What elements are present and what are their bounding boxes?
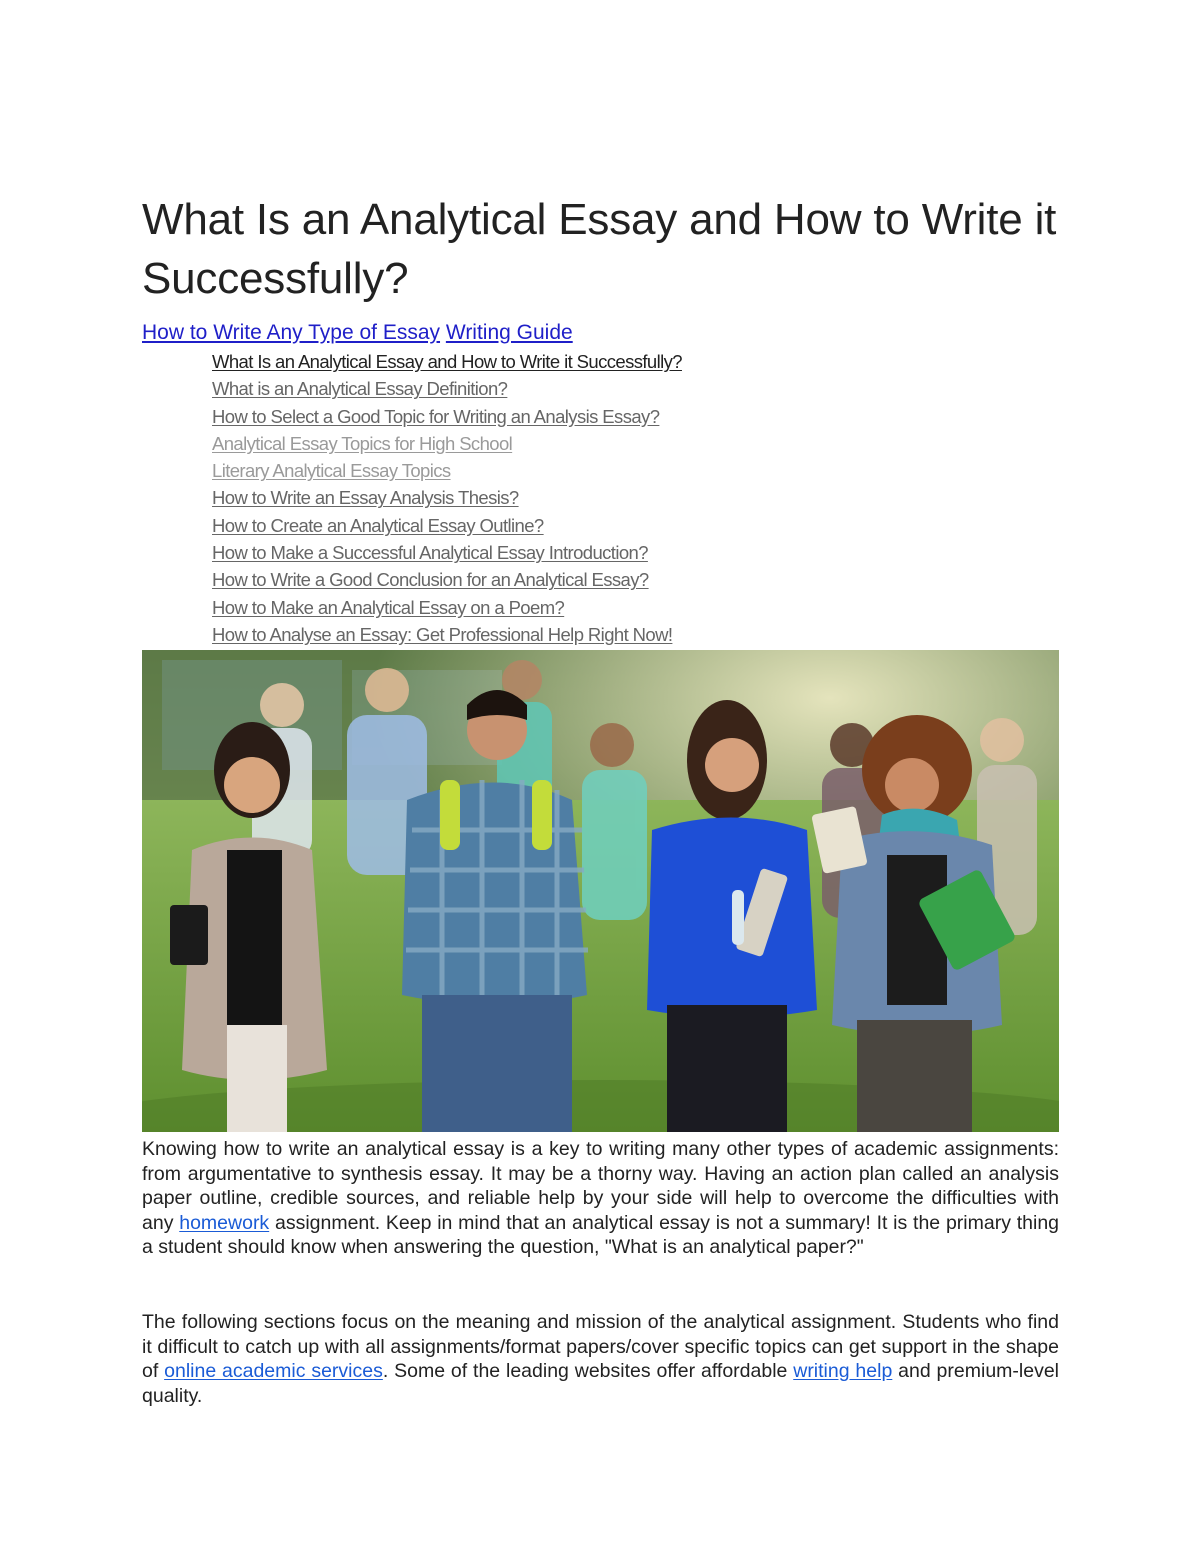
toc-link[interactable]: How to Write an Essay Analysis Thesis? [212, 487, 519, 509]
toc-link[interactable]: How to Select a Good Topic for Writing an Analysis Essay? [212, 405, 660, 427]
toc-link[interactable]: Analytical Essay Topics for High School [212, 432, 513, 454]
toc-item [212, 566, 682, 593]
toc-link[interactable]: How to Create an Analytical Essay Outline? [212, 514, 544, 536]
toc-link[interactable]: How to Make an Analytical Essay on a Poem? [212, 596, 565, 618]
breadcrumb [142, 319, 573, 347]
toc-item [212, 403, 682, 430]
toc-link[interactable]: How to Write a Good Conclusion for an Analytical Essay? [212, 569, 649, 591]
intro-text-part-2: assignment. Keep in mind that an analytical essay is not a summary! It is the primary thing a student should know when answering the question, "What is an analytical paper?" [142, 1211, 1060, 1259]
breadcrumb-link-writing-guide[interactable]: Writing Guide [445, 321, 573, 344]
toc-item [212, 512, 682, 539]
toc-item [212, 484, 682, 511]
sections-text-part-1: The following sections focus on the meaning and mission of the analytical assignment. Students who find it difficult to catch up with all assignments/format papers/cover specific topics can get support in the shape of [142, 1311, 1059, 1383]
toc-item [212, 375, 682, 402]
toc-item [212, 539, 682, 566]
writing-help-link[interactable]: writing help [793, 1360, 893, 1383]
toc-link[interactable]: What is an Analytical Essay Definition? [212, 378, 508, 400]
online-academic-services-link[interactable]: online academic services [164, 1360, 383, 1383]
toc-item [212, 594, 682, 621]
sections-paragraph [142, 1310, 1059, 1408]
toc-link[interactable]: How to Make a Successful Analytical Essay Introduction? [212, 542, 648, 564]
toc-link[interactable]: How to Analyse an Essay: Get Professional Help Right Now! [212, 623, 673, 645]
toc-link[interactable]: What Is an Analytical Essay and How to Write it Successfully? [212, 351, 682, 372]
students-photo [142, 650, 1059, 1132]
toc-item [212, 457, 682, 484]
intro-text-part-1: Knowing how to write an analytical essay is a key to writing many other types of academic assignments: from argumentative to synthesis essay. It may be a thorny way. Having an action plan called an analysis paper outline, credible sources, and reliable help by your side will help to overcome the difficulties with any [142, 1138, 1059, 1234]
toc-item [212, 348, 682, 375]
intro-paragraph [142, 1137, 1059, 1260]
table-of-contents [212, 348, 682, 648]
sections-text-part-2: . Some of the leading websites offer affordable [382, 1360, 794, 1383]
toc-item [212, 430, 682, 457]
toc-item [212, 621, 682, 648]
breadcrumb-link-essay-types[interactable]: How to Write Any Type of Essay [142, 321, 441, 344]
homework-link[interactable]: homework [179, 1211, 270, 1234]
page-title: What Is an Analytical Essay and How to Write it Successfully? [142, 195, 1057, 303]
toc-link[interactable]: Literary Analytical Essay Topics [212, 460, 451, 482]
sections-text-part-3: and premium-level quality. [142, 1360, 1060, 1407]
